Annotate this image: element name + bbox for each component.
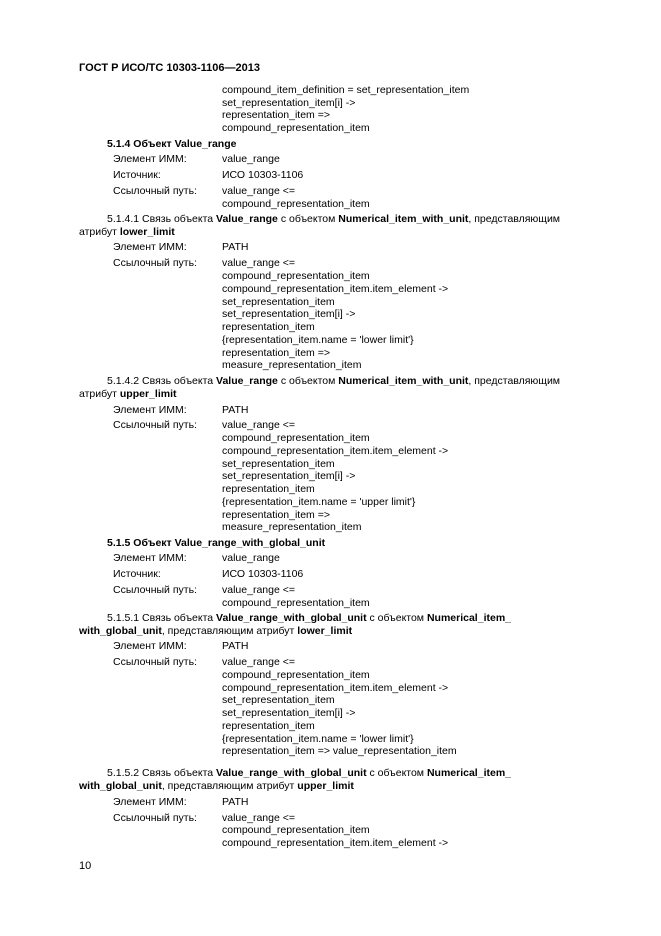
text-line [107, 138, 236, 151]
bold-text: with_global_unit [79, 780, 162, 792]
text-line [107, 537, 325, 550]
text-line [113, 169, 161, 182]
text: compound_representation_item [222, 432, 370, 444]
text-line [222, 241, 248, 254]
text: атрибут [79, 226, 120, 238]
text: compound_item_definition = set_representation_item [222, 84, 470, 96]
bold-text: Numerical_item_ [426, 767, 511, 779]
text: compound_representation_item.item_element -> [222, 837, 449, 849]
text-line [222, 419, 295, 432]
text-line [113, 419, 197, 432]
text: Элемент ИММ: [113, 153, 187, 165]
text: measure_representation_item [222, 521, 362, 533]
text-line [113, 812, 197, 825]
bold-text: upper_limit [297, 780, 354, 792]
text: measure_representation_item [222, 359, 362, 371]
text: атрибут [79, 388, 120, 400]
text: set_representation_item[i] -> [222, 470, 356, 482]
text: PATH [222, 640, 249, 652]
text-line [222, 283, 448, 296]
text: Источник: [113, 169, 161, 181]
text: 5.1.4.2 Связь объекта [107, 375, 217, 387]
text-line [222, 122, 370, 135]
text: value_range [222, 153, 280, 165]
bold-text: 5.1.4 Объект Value_range [107, 138, 237, 150]
bold-text: Numerical_item_with_unit [338, 375, 469, 387]
text: set_representation_item [222, 458, 335, 470]
bold-text: Value_range [216, 213, 278, 225]
text: Элемент ИММ: [113, 404, 187, 416]
text-line [222, 584, 295, 597]
text: {representation_item.name = 'lower limit'} [222, 733, 414, 745]
text: , представляющим [468, 213, 561, 225]
text: , представляющим атрибут [161, 625, 298, 637]
text-line [113, 656, 197, 669]
text: set_representation_item [222, 296, 335, 308]
text: ИСО 10303-1106 [222, 169, 304, 181]
text: value_range <= [222, 812, 295, 824]
text: с объектом [277, 375, 339, 387]
text-line [113, 257, 197, 270]
text-line [113, 153, 187, 166]
text: Элемент ИММ: [113, 640, 187, 652]
text-line [222, 321, 315, 334]
text-line [222, 404, 248, 417]
bold-text: Value_range [216, 375, 278, 387]
text: 5.1.4.1 Связь объекта [107, 213, 217, 225]
text-line [222, 837, 448, 850]
text: compound_representation_item.item_element -> [222, 682, 449, 694]
text-line [222, 84, 469, 97]
text-line [107, 767, 511, 780]
text-line [222, 694, 335, 707]
bold-text: 5.1.5 Объект Value_range_with_global_unit [107, 537, 326, 549]
text: , представляющим атрибут [161, 780, 298, 792]
text-line [113, 185, 197, 198]
text-line [113, 584, 197, 597]
text: representation_item [222, 321, 315, 333]
bold-text: Value_range_with_global_unit [216, 612, 367, 624]
text: Ссылочный путь: [113, 584, 197, 596]
text: с объектом [366, 767, 427, 779]
bold-text: lower_limit [297, 625, 353, 637]
text: 5.1.5.1 Связь объекта [107, 612, 217, 624]
text: representation_item => value_representation_item [222, 745, 457, 757]
text-line [113, 404, 187, 417]
text-line [222, 185, 295, 198]
text-line [222, 568, 303, 581]
text: Источник: [113, 568, 161, 580]
text-line [222, 483, 315, 496]
text-line [113, 640, 187, 653]
text-line [222, 109, 330, 122]
text-line [222, 720, 315, 733]
text: value_range [222, 552, 280, 564]
text: PATH [222, 796, 249, 808]
text: compound_representation_item.item_element -> [222, 283, 449, 295]
text: compound_representation_item [222, 597, 370, 609]
text-line [222, 257, 295, 270]
bold-text: Numerical_item_with_unit [338, 213, 469, 225]
bold-text: Value_range_with_global_unit [216, 767, 367, 779]
text-line [222, 707, 355, 720]
text-line [113, 241, 187, 254]
text-line [79, 625, 352, 638]
text: representation_item => [222, 109, 330, 121]
text-line [79, 388, 176, 401]
text-line [113, 568, 161, 581]
text-line [222, 445, 448, 458]
text: representation_item => [222, 347, 330, 359]
text-line [79, 780, 354, 793]
text: с объектом [366, 612, 427, 624]
text: value_range <= [222, 185, 295, 197]
text: set_representation_item[i] -> [222, 97, 356, 109]
text: Элемент ИММ: [113, 796, 187, 808]
text-line [222, 496, 415, 509]
text: , представляющим [468, 375, 561, 387]
text-line [222, 521, 362, 534]
bold-text: Numerical_item_ [426, 612, 511, 624]
text-line [107, 213, 560, 226]
text-line [107, 612, 511, 625]
text-line [222, 334, 414, 347]
text: representation_item => [222, 509, 330, 521]
text-line [222, 640, 248, 653]
text-line [222, 198, 370, 211]
text-line [107, 375, 560, 388]
text-line [113, 796, 187, 809]
text: Ссылочный путь: [113, 419, 197, 431]
text: compound_representation_item [222, 122, 370, 134]
text-line [222, 359, 362, 372]
text: compound_representation_item.item_element -> [222, 445, 449, 457]
text-line [222, 669, 370, 682]
text: Элемент ИММ: [113, 241, 187, 253]
text-line [222, 552, 280, 565]
text: representation_item [222, 483, 315, 495]
text: Ссылочный путь: [113, 257, 197, 269]
standard-header: ГОСТ Р ИСО/ТС 10303-1106—2013 [79, 62, 260, 74]
text-line [222, 308, 355, 321]
text: с объектом [277, 213, 339, 225]
bold-text: upper_limit [119, 388, 177, 400]
page-number: 10 [79, 860, 92, 872]
text: {representation_item.name = 'upper limit'} [222, 496, 416, 508]
text: value_range <= [222, 584, 295, 596]
text-line [79, 226, 175, 239]
text-line [222, 656, 295, 669]
text: PATH [222, 241, 249, 253]
text: compound_representation_item [222, 198, 370, 210]
bold-text: lower_limit [119, 226, 175, 238]
text: representation_item [222, 720, 315, 732]
text-line [222, 432, 370, 445]
text-line [222, 597, 370, 610]
text-line [222, 745, 457, 758]
text-line [222, 470, 355, 483]
text: compound_representation_item [222, 270, 370, 282]
text: compound_representation_item [222, 824, 370, 836]
text: value_range <= [222, 257, 295, 269]
text-line [222, 796, 248, 809]
text: value_range <= [222, 656, 295, 668]
text: set_representation_item [222, 694, 335, 706]
text: set_representation_item[i] -> [222, 308, 356, 320]
text: set_representation_item[i] -> [222, 707, 356, 719]
text-line [222, 153, 280, 166]
text: Элемент ИММ: [113, 552, 187, 564]
text: Ссылочный путь: [113, 812, 197, 824]
text: ИСО 10303-1106 [222, 568, 304, 580]
text-line [222, 270, 370, 283]
text: {representation_item.name = 'lower limit'} [222, 334, 414, 346]
text: Ссылочный путь: [113, 185, 197, 197]
text-line [113, 552, 187, 565]
text-line [222, 169, 303, 182]
text: PATH [222, 404, 249, 416]
text: 5.1.5.2 Связь объекта [107, 767, 217, 779]
bold-text: with_global_unit [79, 625, 162, 637]
text-line [222, 824, 370, 837]
text: Ссылочный путь: [113, 656, 197, 668]
text: value_range <= [222, 419, 295, 431]
text: compound_representation_item [222, 669, 370, 681]
